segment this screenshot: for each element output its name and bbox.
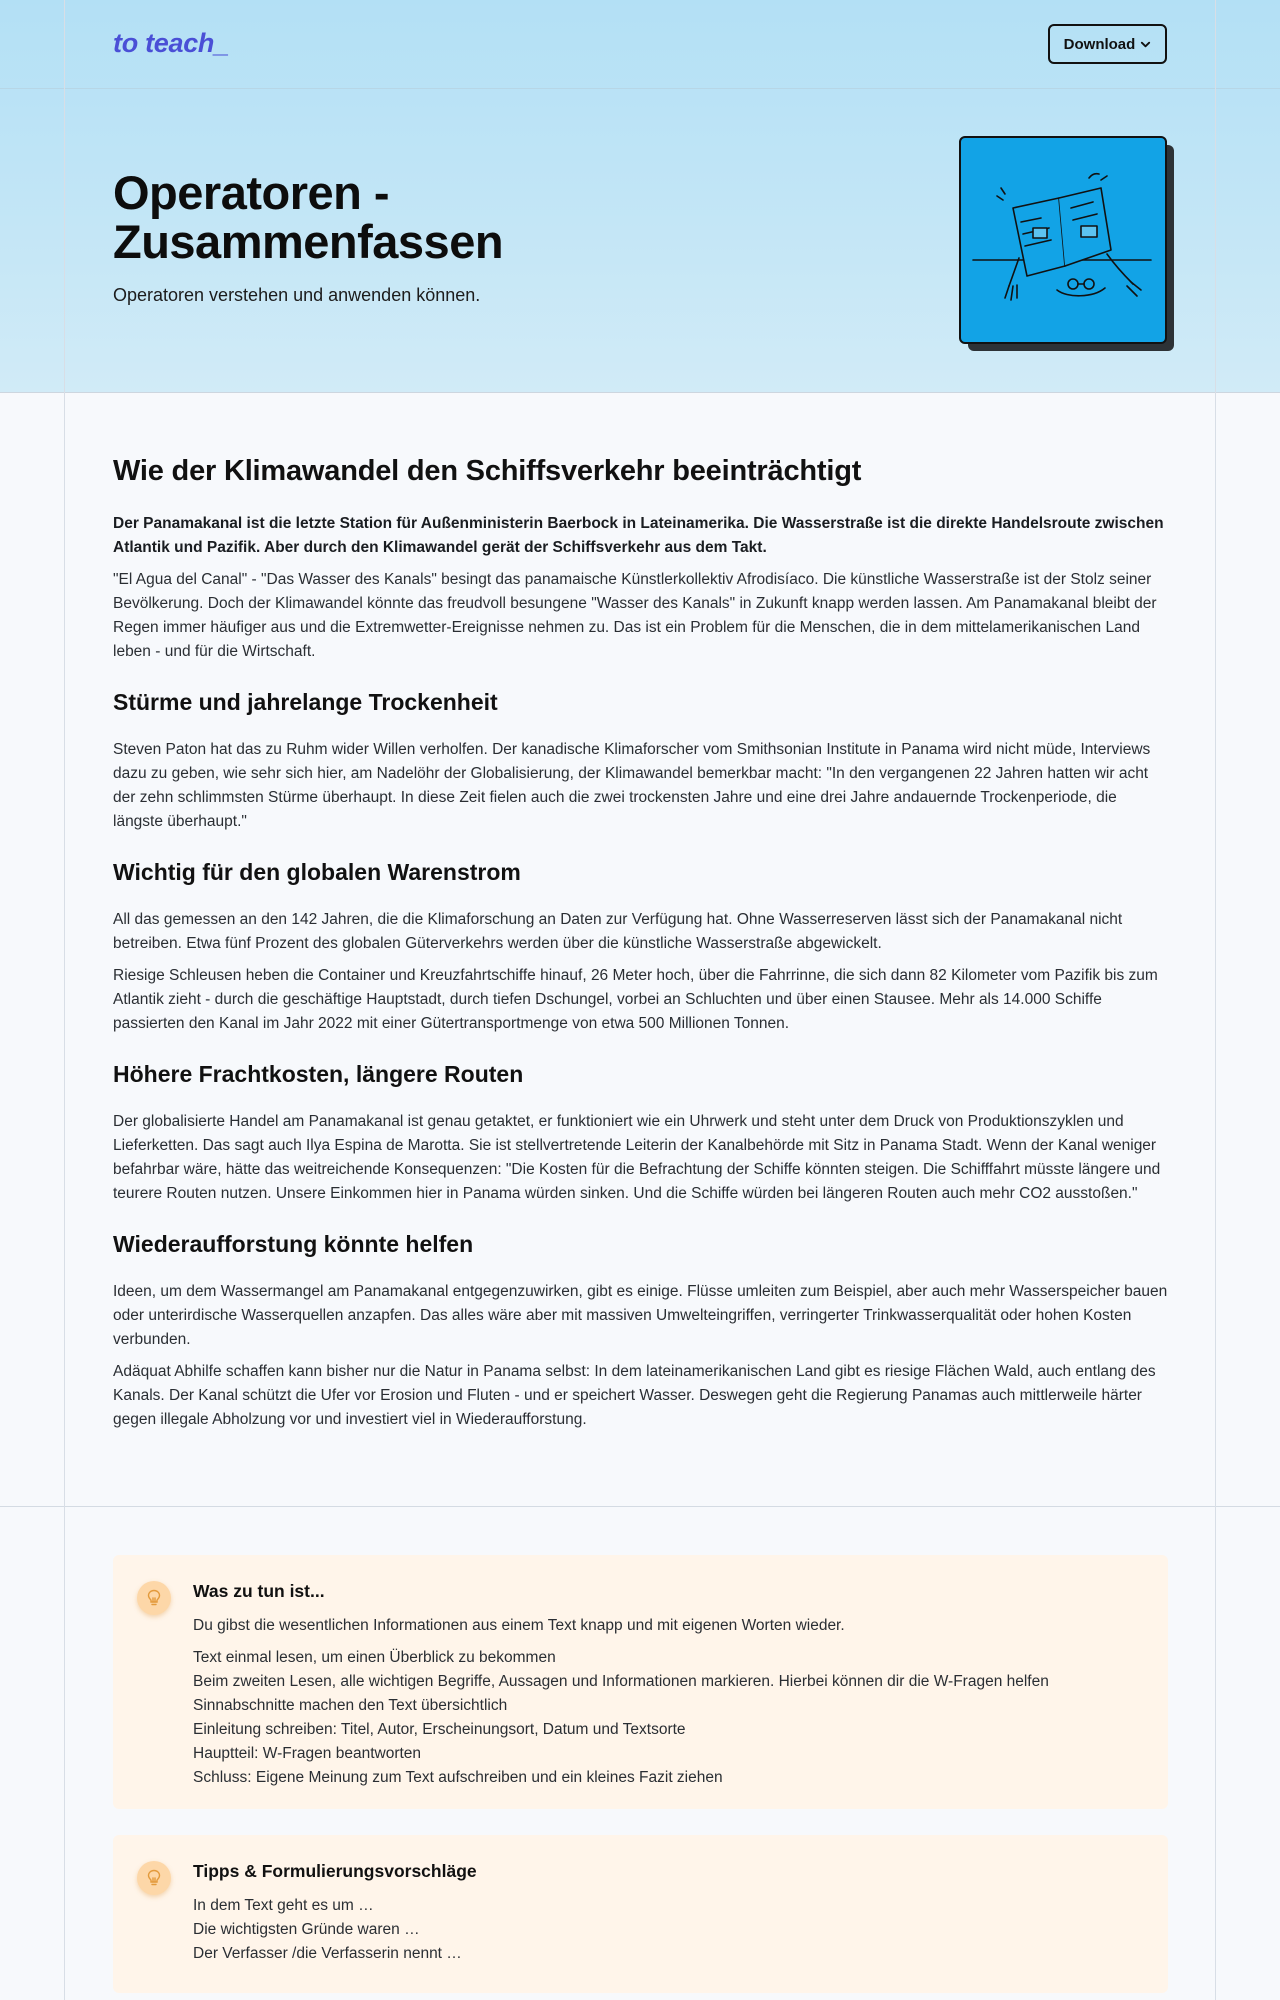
list-item: Text einmal lesen, um einen Überblick zu bekommen (193, 1649, 556, 1666)
list-item: Die wichtigsten Gründe waren … (193, 1921, 420, 1938)
download-label: Download (1063, 35, 1136, 53)
article-intro: "El Agua del Canal" - "Das Wasser des Kanals" besingt das panamaische Künstlerkollektiv Afrodisíaco. Die künstliche Wasserstraße ist der Stolz seiner Bevölkerung. Doch der Klimawandel könnte das freudvoll besungene "Wasser des Kanals" in Zukunft knapp werden lassen. Am Panamakanal bleibt der Regen immer häufiger aus und die Extremwetter-Ereignisse nehmen zu. Das ist ein Problem für die Menschen, die in dem mittelamerikanischen Land leben - und für die Wirtschaft. (113, 571, 1157, 660)
section-paragraph: Riesige Schleusen heben die Container und Kreuzfahrtschiffe hinauf, 26 Meter hoch, über die Fahrrinne, die sich dann 82 Kilometer vom Pazifik bis zum Atlantik zieht - durch die geschäftige Hauptstadt, durch tiefen Dschungel, vorbei an Schluchten und über einen Stausee. Mehr als 14.000 Schiffe passierten den Kanal im Jahr 2022 mit einer Gütertransportmenge von etwa 500 Millionen Tonnen. (113, 967, 1158, 1032)
section-heading: Wiederaufforstung könnte helfen (113, 1231, 474, 1257)
newspaper-illustration (959, 136, 1167, 344)
grid-line-left (64, 0, 65, 2000)
task-card-intro: Du gibst die wesentlichen Informationen aus einem Text knapp und mit eigenen Worten wieder. (193, 1617, 845, 1634)
hero-section (0, 0, 1280, 393)
article (113, 455, 1168, 1440)
page-subtitle: Operatoren verstehen und anwenden können. (113, 285, 481, 305)
section-heading: Wichtig für den globalen Warenstrom (113, 859, 521, 885)
download-button[interactable] (1048, 24, 1167, 64)
article-title: Wie der Klimawandel den Schiffsverkehr beeinträchtigt (113, 455, 862, 487)
task-card (113, 1555, 1168, 1809)
list-item: Schluss: Eigene Meinung zum Text aufschreiben und ein kleines Fazit ziehen (193, 1769, 723, 1786)
grid-line-right (1215, 0, 1216, 2000)
logo[interactable]: to teach_ (113, 28, 229, 58)
page-title: Operatoren - Zusammenfassen (113, 166, 504, 268)
top-nav (0, 0, 1280, 89)
list-item: In dem Text geht es um … (193, 1897, 374, 1914)
lightbulb-icon (137, 1581, 171, 1615)
tips-card (113, 1835, 1168, 1993)
tips-card-body (193, 1861, 1138, 1966)
chevron-down-icon (1140, 39, 1151, 50)
lightbulb-icon (137, 1861, 171, 1895)
list-item: Beim zweiten Lesen, alle wichtigen Begriffe, Aussagen und Informationen markieren. Hierbei können dir die W-Fragen helfen (193, 1673, 1049, 1690)
list-item: Der Verfasser /die Verfasserin nennt … (193, 1945, 462, 1962)
section-paragraph: All das gemessen an den 142 Jahren, die die Klimaforschung an Daten zur Verfügung hat. Ohne Wasserreserven lässt sich der Panamakanal nicht betreiben. Etwa fünf Prozent des globalen Güterverkehrs werden über die künstliche Wasserstraße abgewickelt. (113, 911, 1123, 952)
section-divider (0, 1506, 1280, 1507)
task-card-title: Was zu tun ist... (193, 1581, 325, 1601)
tips-card-title: Tipps & Formulierungsvorschläge (193, 1861, 477, 1881)
section-paragraph: Steven Paton hat das zu Ruhm wider Willen verholfen. Der kanadische Klimaforscher vom Smithsonian Institute in Panama wird nicht müde, Interviews dazu zu geben, wie sehr sich hier, am Nadelöhr der Globalisierung, der Klimawandel bemerkbar macht: "In den vergangenen 22 Jahren hatten wir acht der zehn schlimmsten Stürme überhaupt. In diese Zeit fielen auch die zwei trockensten Jahre und eine drei Jahre andauernde Trockenperiode, die längste überhaupt." (113, 741, 1151, 830)
list-item: Einleitung schreiben: Titel, Autor, Erscheinungsort, Datum und Textsorte (193, 1721, 686, 1738)
task-card-body (193, 1581, 1138, 1790)
list-item: Hauptteil: W-Fragen beantworten (193, 1745, 422, 1762)
list-item: Sinnabschnitte machen den Text übersichtlich (193, 1697, 508, 1714)
article-lead: Der Panamakanal ist die letzte Station für Außenministerin Baerbock in Lateinamerika. Die Wasserstraße ist die direkte Handelsroute zwischen Atlantik und Pazifik. Aber durch den Klimawandel gerät der Schiffsverkehr aus dem Takt. (113, 515, 1164, 556)
section-heading: Stürme und jahrelange Trockenheit (113, 689, 498, 715)
reading-newspaper-icon (961, 138, 1165, 342)
section-heading: Höhere Frachtkosten, längere Routen (113, 1061, 524, 1087)
section-paragraph: Adäquat Abhilfe schaffen kann bisher nur die Natur in Panama selbst: In dem lateinamerikanischen Land gibt es riesige Flächen Wald, auch entlang des Kanals. Der Kanal schützt die Ufer vor Erosion und Fluten - und er speichert Wasser. Deswegen geht die Regierung Panamas auch mittlerweile härter gegen illegale Abholzung vor und investiert viel in Wiederaufforstung. (113, 1363, 1156, 1428)
section-paragraph: Der globalisierte Handel am Panamakanal ist genau getaktet, er funktioniert wie ein Uhrwerk und steht unter dem Druck von Produktionszyklen und Lieferketten. Das sagt auch Ilya Espina de Marotta. Sie ist stellvertretende Leiterin der Kanalbehörde mit Sitz in Panama Stadt. Wenn der Kanal weniger befahrbar wäre, hätte das weitreichende Konsequenzen: "Die Kosten für die Befrachtung der Schiffe könnten steigen. Die Schifffahrt müsste längere und teurere Routen nutzen. Unsere Einkommen hier in Panama würden sinken. Und die Schiffe würden bei längeren Routen auch mehr CO2 ausstoßen." (113, 1113, 1161, 1202)
section-paragraph: Ideen, um dem Wassermangel am Panamakanal entgegenzuwirken, gibt es einige. Flüsse umleiten zum Beispiel, aber auch mehr Wasserspeicher bauen oder unterirdische Wasserquellen anzapfen. Das alles wäre aber mit massiven Umwelteingriffen, verringerter Trinkwasserqualität oder hohen Kosten verbunden. (113, 1283, 1168, 1348)
